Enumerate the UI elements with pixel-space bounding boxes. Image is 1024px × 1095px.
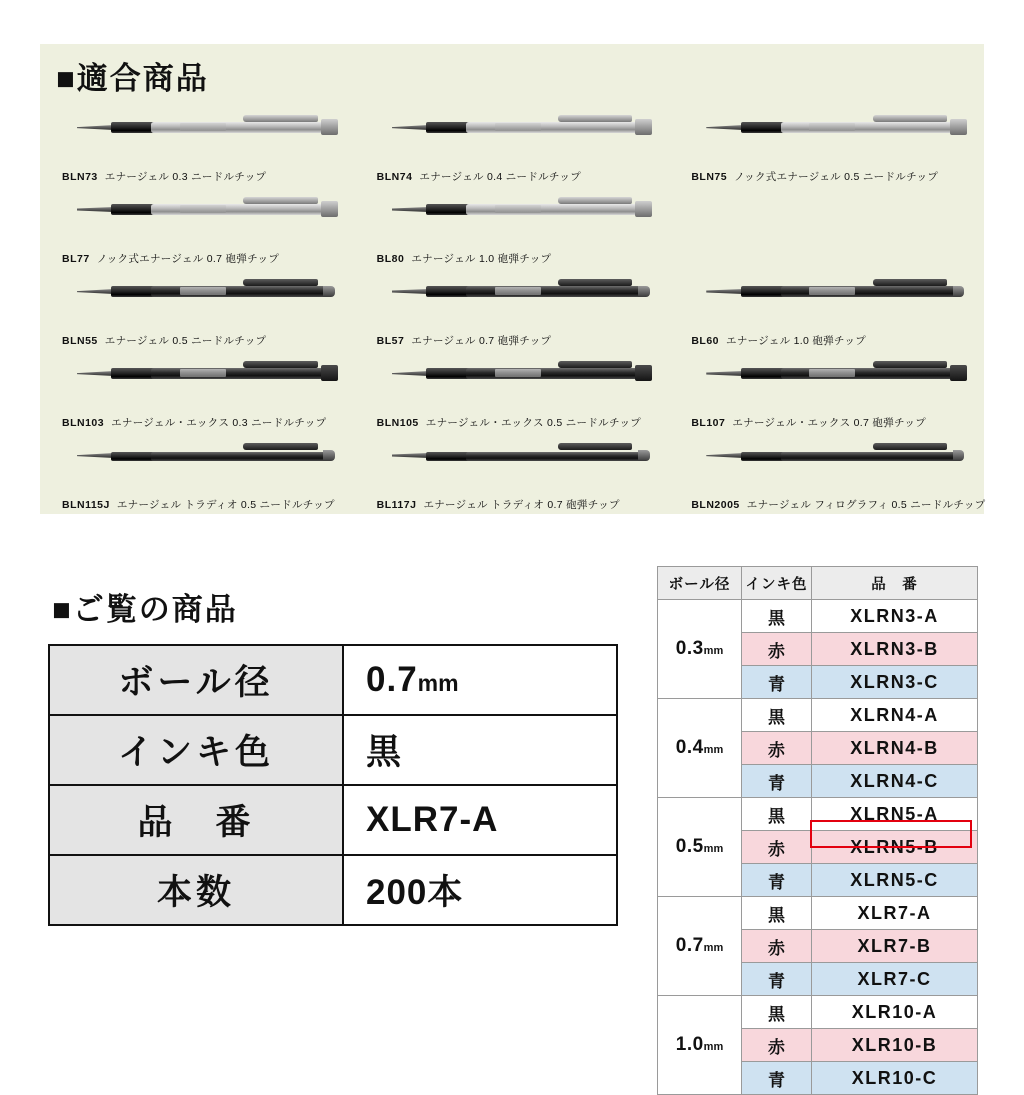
pen-model: BL107 (691, 417, 726, 429)
variant-size: 1.0 (675, 1034, 704, 1055)
pen-caption (62, 251, 279, 266)
spec-value (343, 645, 617, 715)
variant-ink: 黒 (742, 798, 812, 831)
pen-caption (62, 497, 335, 512)
variant-size-cell (658, 897, 742, 996)
variant-code: XLRN5-C (812, 864, 978, 897)
pen-model: BL60 (691, 335, 720, 347)
variant-size-unit: mm (703, 744, 724, 756)
table-row (49, 715, 617, 785)
variant-size-unit: mm (703, 843, 724, 855)
pen-item (669, 352, 984, 434)
variant-size-unit: mm (703, 645, 724, 657)
pen-item (40, 352, 355, 434)
pen-model: BL117J (376, 499, 417, 511)
pen-model: BLN75 (691, 171, 728, 183)
pen-caption (691, 333, 866, 348)
pen-illustration-icon (54, 352, 341, 398)
pen-description: エナージェル 0.4 ニードルチップ (419, 171, 582, 183)
pen-caption (62, 169, 266, 184)
pen-caption (691, 415, 926, 430)
pen-caption (691, 497, 985, 512)
pen-caption (62, 415, 326, 430)
variant-ink: 青 (742, 864, 812, 897)
compatible-products-heading: ■適合商品 (56, 61, 209, 96)
pen-model: BLN105 (376, 417, 419, 429)
variant-ink: 青 (742, 765, 812, 798)
variant-code: XLRN3-C (812, 666, 978, 699)
variant-ink: 青 (742, 1062, 812, 1095)
table-row (49, 785, 617, 855)
variant-code: XLRN3-B (812, 633, 978, 666)
variant-code: XLR10-B (812, 1029, 978, 1062)
pen-caption (377, 333, 552, 348)
pen-illustration-icon (54, 106, 341, 152)
spec-label: インキ色 (49, 715, 343, 785)
pen-caption (691, 169, 938, 184)
variant-ink: 赤 (742, 1029, 812, 1062)
pen-item (669, 188, 984, 270)
product-spec-table (48, 644, 618, 926)
variant-code: XLR7-C (812, 963, 978, 996)
table-row (658, 798, 978, 831)
variant-size: 0.5 (675, 836, 704, 857)
pen-caption (377, 497, 620, 512)
pen-illustration-icon (369, 106, 656, 152)
variant-lineup-table (657, 566, 978, 1095)
pen-description: エナージェル フィログラフィ 0.5 ニードルチップ (746, 499, 986, 511)
pen-model: BLN115J (62, 499, 110, 511)
pen-illustration-icon (369, 188, 656, 234)
pen-model: BL57 (376, 335, 405, 347)
pen-item (40, 106, 355, 188)
variant-ink: 青 (742, 666, 812, 699)
pen-illustration-icon (369, 270, 656, 316)
column-header-ink-color: インキ色 (742, 567, 812, 600)
table-header-row (658, 567, 978, 600)
pen-model: BLN74 (376, 171, 413, 183)
pen-model: BLN103 (62, 417, 105, 429)
variant-size: 0.4 (675, 737, 704, 758)
spec-value-text: 200本 (366, 873, 464, 912)
pen-item (669, 270, 984, 352)
pen-item (40, 434, 355, 516)
pen-description: エナージェル 1.0 砲弾チップ (726, 335, 867, 347)
spec-value-unit: mm (417, 670, 459, 696)
spec-label: 本数 (49, 855, 343, 925)
pen-description: エナージェル 1.0 砲弾チップ (411, 253, 552, 265)
table-row (49, 645, 617, 715)
spec-value-text: 0.7 (366, 660, 418, 699)
pen-description: エナージェル・エックス 0.7 砲弾チップ (732, 417, 927, 429)
spec-label: 品 番 (49, 785, 343, 855)
table-row (658, 699, 978, 732)
table-row (658, 600, 978, 633)
variant-code: XLRN4-C (812, 765, 978, 798)
pen-caption (377, 415, 641, 430)
variant-size-cell (658, 996, 742, 1095)
pen-model: BLN2005 (691, 499, 740, 511)
spec-value (343, 715, 617, 785)
variant-ink: 黒 (742, 897, 812, 930)
variant-code: XLR10-C (812, 1062, 978, 1095)
pen-model: BL80 (376, 253, 405, 265)
pen-description: エナージェル・エックス 0.5 ニードルチップ (425, 417, 642, 429)
variant-size-unit: mm (703, 942, 724, 954)
pen-item (355, 188, 670, 270)
variant-code: XLR10-A (812, 996, 978, 1029)
pen-item (355, 106, 670, 188)
compatible-products-panel (40, 44, 984, 514)
pen-model: BL77 (62, 253, 90, 265)
variant-code: XLRN3-A (812, 600, 978, 633)
variant-size-cell (658, 798, 742, 897)
pen-description: エナージェル 0.3 ニードルチップ (104, 171, 267, 183)
column-header-product-code: 品 番 (812, 567, 978, 600)
spec-value-text: XLR7-A (366, 800, 499, 839)
spec-label: ボール径 (49, 645, 343, 715)
pen-model: BLN55 (62, 335, 98, 347)
table-row (658, 897, 978, 930)
variant-code: XLRN4-B (812, 732, 978, 765)
variant-size-cell (658, 600, 742, 699)
pen-illustration-icon (683, 106, 970, 152)
variant-code: XLR7-B (812, 930, 978, 963)
pen-item (669, 106, 984, 188)
spec-value (343, 855, 617, 925)
pen-caption (377, 251, 552, 266)
pen-illustration-icon (683, 434, 970, 480)
pen-item (40, 188, 355, 270)
spec-value (343, 785, 617, 855)
variant-size-unit: mm (703, 1041, 724, 1053)
pen-description: エナージェル 0.5 ニードルチップ (104, 335, 267, 347)
pen-illustration-icon (54, 434, 341, 480)
variant-ink: 赤 (742, 732, 812, 765)
variant-size-cell (658, 699, 742, 798)
variant-ink: 黒 (742, 600, 812, 633)
pen-item (669, 434, 984, 516)
pen-description: ノック式エナージェル 0.5 ニードルチップ (734, 171, 939, 183)
pen-item (355, 352, 670, 434)
variant-ink: 赤 (742, 633, 812, 666)
variant-ink: 青 (742, 963, 812, 996)
pen-item (355, 270, 670, 352)
pen-caption (377, 169, 581, 184)
spec-value-text: 黒 (366, 733, 403, 772)
variant-size: 0.3 (675, 638, 704, 659)
pen-illustration-icon (369, 434, 656, 480)
pen-description: エナージェル トラディオ 0.7 砲弾チップ (423, 499, 620, 511)
compatible-products-grid (40, 106, 984, 516)
pen-description: エナージェル トラディオ 0.5 ニードルチップ (116, 499, 335, 511)
pen-item (355, 434, 670, 516)
table-row (49, 855, 617, 925)
pen-description: ノック式エナージェル 0.7 砲弾チップ (96, 253, 280, 265)
pen-description: エナージェル・エックス 0.3 ニードルチップ (111, 417, 327, 429)
pen-model: BLN73 (62, 171, 98, 183)
variant-code-selected: XLR7-A (812, 897, 978, 930)
product-section-heading: ■ご覧の商品 (52, 592, 238, 627)
variant-ink: 赤 (742, 831, 812, 864)
variant-code: XLRN4-A (812, 699, 978, 732)
pen-illustration-icon (683, 270, 970, 316)
variant-ink: 黒 (742, 699, 812, 732)
variant-ink: 黒 (742, 996, 812, 1029)
variant-size: 0.7 (675, 935, 704, 956)
pen-illustration-icon (369, 352, 656, 398)
pen-illustration-icon (54, 270, 341, 316)
variant-code: XLRN5-B (812, 831, 978, 864)
variant-ink: 赤 (742, 930, 812, 963)
pen-item (40, 270, 355, 352)
pen-caption (62, 333, 266, 348)
variant-code: XLRN5-A (812, 798, 978, 831)
pen-illustration-icon (683, 352, 970, 398)
column-header-ball-size: ボール径 (658, 567, 742, 600)
pen-illustration-icon (54, 188, 341, 234)
pen-description: エナージェル 0.7 砲弾チップ (411, 335, 552, 347)
